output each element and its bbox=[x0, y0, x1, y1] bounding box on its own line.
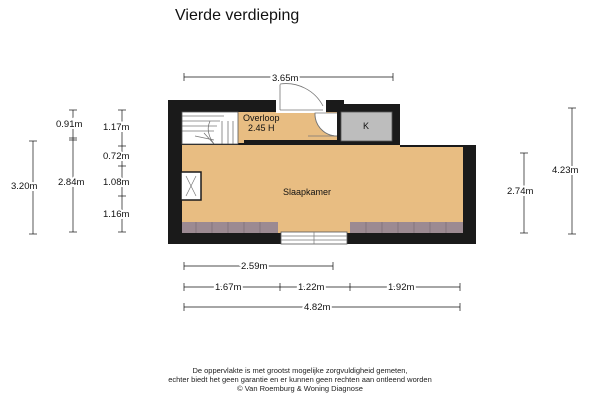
dim-bottom-2c: 1.92m bbox=[388, 282, 415, 293]
overloop-label: Overloop bbox=[243, 113, 280, 123]
disclaimer bbox=[0, 366, 600, 393]
dim-left-a2: 1.17m bbox=[103, 122, 130, 133]
disclaimer-line-2: echter biedt het geen garantie en er kunnen geen rechten aan ontleend worden bbox=[168, 375, 432, 384]
dim-bottom-2b: 1.22m bbox=[298, 282, 325, 293]
dim-left-total: 3.20m bbox=[11, 181, 38, 192]
staircase bbox=[182, 112, 238, 144]
radiator-left bbox=[182, 222, 278, 233]
top-door bbox=[280, 84, 323, 110]
dim-right-inner: 2.74m bbox=[507, 186, 534, 197]
dim-top-width: 3.65m bbox=[272, 73, 299, 84]
slaapkamer-label: Slaapkamer bbox=[283, 187, 332, 197]
dim-left-b2: 1.08m bbox=[103, 177, 130, 188]
bottom-window bbox=[281, 232, 347, 244]
dim-left-mid: 2.84m bbox=[58, 177, 85, 188]
dim-left-a1: 0.91m bbox=[56, 119, 83, 130]
floor-title: Vierde verdieping bbox=[175, 7, 300, 24]
kast-label: K bbox=[363, 121, 370, 131]
disclaimer-line-1: De oppervlakte is met grootst mogelijke zorgvuldigheid gemeten, bbox=[192, 366, 408, 375]
overloop-height: 2.45 H bbox=[248, 123, 275, 133]
dim-left-b1: 0.72m bbox=[103, 151, 130, 162]
dim-right-total: 4.23m bbox=[552, 165, 579, 176]
disclaimer-line-3: © Van Roemburg & Woning Diagnose bbox=[237, 384, 363, 393]
slaapkamer-floor-right bbox=[400, 158, 463, 233]
dim-left-b3: 1.16m bbox=[103, 209, 130, 220]
dim-bottom-total: 4.82m bbox=[304, 302, 331, 313]
dim-bottom-1: 2.59m bbox=[241, 261, 268, 272]
dim-bottom-2a: 1.67m bbox=[215, 282, 242, 293]
